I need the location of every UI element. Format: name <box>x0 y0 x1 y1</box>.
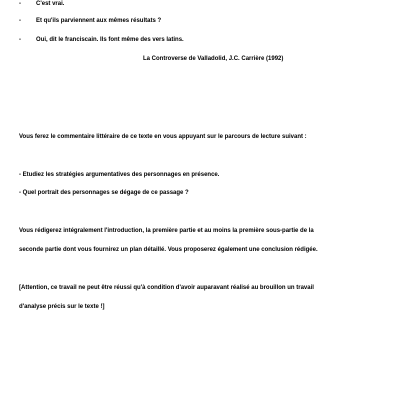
reading-axis-1: - Etudiez les stratégies argumentatives des personnages en présence. <box>19 172 220 178</box>
dialogue-dash-3: - <box>19 37 21 43</box>
dialogue-line-3: Oui, dit le franciscain. Ils font même des vers latins. <box>36 37 184 43</box>
redaction-line-2: seconde partie dont vous fournirez un plan détaillé. Vous proposerez également une conclusion rédigée. <box>19 247 318 253</box>
dialogue-line-2: Et qu'ils parviennent aux mêmes résultats ? <box>36 18 162 24</box>
redaction-line-1: Vous rédigerez intégralement l'introduction, la première partie et au moins la première sous-partie de la <box>19 228 314 234</box>
dialogue-line-1: C'est vrai. <box>36 1 65 7</box>
reading-axis-2: - Quel portrait des personnages se dégage de ce passage ? <box>19 190 189 196</box>
dialogue-dash-2: - <box>19 18 21 24</box>
attention-line-1: [Attention, ce travail ne peut être réussi qu'à condition d'avoir auparavant réalisé au brouillon un travail <box>19 285 314 291</box>
source-citation: La Controverse de Valladolid, J.C. Carrière (1992) <box>143 56 284 62</box>
dialogue-dash-1: - <box>19 1 21 7</box>
instruction-text: Vous ferez le commentaire littéraire de ce texte en vous appuyant sur le parcours de lecture suivant : <box>19 134 307 140</box>
attention-line-2: d'analyse précis sur le texte !] <box>19 304 105 310</box>
